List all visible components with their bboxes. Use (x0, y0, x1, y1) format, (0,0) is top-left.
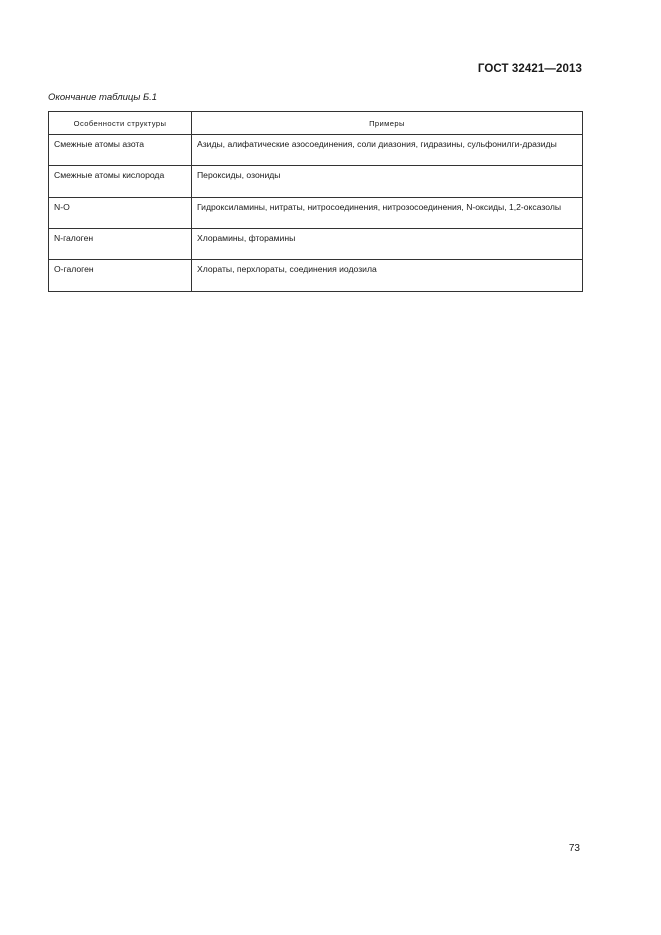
examples-cell: Хлорамины, фторамины (192, 229, 583, 260)
examples-cell: Азиды, алифатические азосоединения, соли диазония, гидразины, сульфонилги-дразиды (192, 135, 583, 166)
examples-cell: Хлораты, перхлораты, соединения иодозила (192, 260, 583, 292)
feature-cell: Смежные атомы кислорода (49, 166, 192, 198)
table-caption: Окончание таблицы Б.1 (48, 92, 158, 103)
page-number: 73 (568, 843, 580, 854)
feature-cell: Смежные атомы азота (49, 135, 192, 166)
table-header-row (49, 112, 583, 135)
column-header-feature: Особенности структуры (49, 112, 192, 135)
examples-cell: Пероксиды, озониды (192, 166, 583, 198)
table-row (49, 198, 583, 229)
table-row (49, 166, 583, 198)
table-row (49, 135, 583, 166)
column-header-examples: Примеры (192, 112, 583, 135)
standard-code: ГОСТ 32421—2013 (477, 63, 582, 75)
feature-cell: N-галоген (49, 229, 192, 260)
examples-cell: Гидроксиламины, нитраты, нитросоединения, нитрозосоединения, N-оксиды, 1,2-оксазолы (192, 198, 583, 229)
feature-cell: O-галоген (49, 260, 192, 292)
hazard-structures-table (48, 111, 583, 292)
table-row (49, 229, 583, 260)
feature-cell: N-O (49, 198, 192, 229)
table-row (49, 260, 583, 292)
